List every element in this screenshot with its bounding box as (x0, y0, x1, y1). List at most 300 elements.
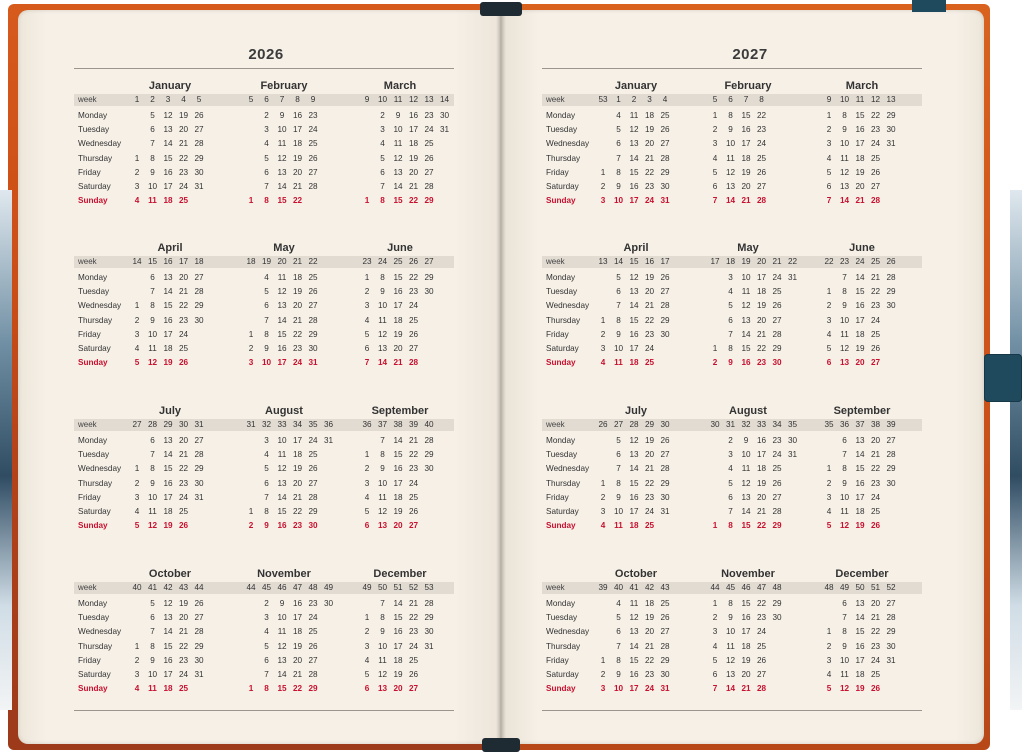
day-cell[interactable]: 5 (616, 613, 621, 623)
day-cell[interactable]: 9 (842, 641, 847, 651)
day-cell[interactable]: 5 (728, 478, 733, 488)
day-cell[interactable]: 8 (264, 684, 269, 694)
day-cell[interactable]: 3 (826, 655, 832, 665)
day-cell[interactable]: 19 (163, 521, 173, 531)
day-cell[interactable]: 12 (377, 329, 388, 339)
day-cell[interactable]: 8 (728, 111, 733, 120)
day-cell[interactable]: 23 (178, 478, 189, 488)
day-cell[interactable]: 27 (660, 450, 670, 460)
day-cell[interactable]: 27 (772, 315, 782, 325)
day-cell[interactable]: 6 (826, 358, 832, 368)
day-cell[interactable]: 23 (644, 329, 655, 339)
day-cell[interactable]: 17 (292, 436, 303, 445)
day-cell[interactable]: 21 (292, 670, 303, 679)
day-cell[interactable]: 15 (855, 111, 865, 120)
day-cell[interactable]: 11 (148, 196, 157, 206)
day-cell[interactable]: 3 (728, 273, 733, 282)
day-cell[interactable]: 15 (393, 196, 403, 206)
day-cell[interactable]: 29 (660, 478, 670, 488)
day-cell[interactable]: 17 (629, 344, 639, 353)
day-cell[interactable]: 11 (148, 344, 157, 353)
day-cell[interactable]: 13 (277, 655, 287, 665)
day-cell[interactable]: 13 (277, 301, 287, 311)
day-cell[interactable]: 6 (712, 670, 718, 679)
day-cell[interactable]: 10 (741, 450, 751, 460)
day-cell[interactable]: 28 (424, 436, 434, 445)
day-cell[interactable]: 7 (264, 182, 269, 191)
day-cell[interactable]: 22 (644, 315, 655, 325)
day-cell[interactable]: 19 (644, 436, 655, 445)
day-cell[interactable]: 27 (408, 684, 419, 694)
day-cell[interactable]: 19 (644, 273, 655, 282)
day-cell[interactable]: 19 (741, 167, 751, 177)
day-cell[interactable]: 1 (600, 478, 606, 488)
day-cell[interactable]: 26 (660, 436, 670, 445)
day-cell[interactable]: 17 (855, 315, 865, 325)
day-cell[interactable]: 8 (264, 507, 269, 516)
day-cell[interactable]: 25 (772, 287, 782, 297)
day-cell[interactable]: 7 (842, 613, 847, 623)
day-cell[interactable]: 5 (712, 167, 718, 177)
day-cell[interactable]: 19 (855, 521, 865, 531)
day-cell[interactable]: 30 (886, 301, 896, 311)
day-cell[interactable]: 20 (292, 655, 303, 665)
day-cell[interactable]: 27 (194, 273, 204, 282)
day-cell[interactable]: 20 (644, 139, 655, 149)
day-cell[interactable]: 14 (277, 315, 287, 325)
day-cell[interactable]: 19 (393, 507, 403, 516)
day-cell[interactable]: 11 (629, 599, 639, 608)
day-cell[interactable]: 11 (741, 464, 751, 474)
day-cell[interactable]: 2 (826, 641, 832, 651)
day-cell[interactable]: 30 (787, 436, 798, 445)
day-cell[interactable]: 16 (855, 478, 865, 488)
day-cell[interactable]: 13 (855, 436, 865, 445)
day-cell[interactable]: 1 (826, 627, 832, 637)
day-cell[interactable]: 27 (756, 670, 767, 679)
day-cell[interactable]: 5 (364, 329, 370, 339)
day-cell[interactable]: 30 (194, 315, 204, 325)
day-cell[interactable]: 31 (323, 436, 334, 445)
day-cell[interactable]: 24 (424, 125, 434, 135)
day-cell[interactable]: 4 (826, 153, 832, 163)
day-cell[interactable]: 1 (134, 464, 140, 474)
day-cell[interactable]: 2 (600, 329, 606, 339)
day-cell[interactable]: 19 (756, 301, 767, 311)
day-cell[interactable]: 25 (644, 358, 655, 368)
day-cell[interactable]: 29 (308, 684, 318, 694)
day-cell[interactable]: 4 (134, 684, 140, 694)
day-cell[interactable]: 3 (712, 627, 718, 637)
day-cell[interactable]: 14 (163, 287, 173, 297)
day-cell[interactable]: 27 (660, 627, 670, 637)
day-cell[interactable]: 11 (840, 507, 849, 516)
day-cell[interactable]: 17 (292, 125, 303, 135)
day-cell[interactable]: 28 (194, 450, 204, 460)
day-cell[interactable]: 25 (660, 599, 670, 608)
day-cell[interactable]: 11 (378, 655, 387, 665)
day-cell[interactable]: 18 (855, 507, 865, 516)
day-cell[interactable]: 27 (660, 287, 670, 297)
day-cell[interactable]: 22 (408, 613, 419, 623)
day-cell[interactable]: 23 (870, 478, 881, 488)
day-cell[interactable]: 30 (772, 613, 782, 623)
day-cell[interactable]: 28 (308, 492, 318, 502)
day-cell[interactable]: 27 (308, 478, 318, 488)
day-cell[interactable]: 9 (842, 478, 847, 488)
day-cell[interactable]: 29 (194, 464, 204, 474)
day-cell[interactable]: 8 (150, 301, 155, 311)
day-cell[interactable]: 7 (616, 153, 621, 163)
day-cell[interactable]: 12 (377, 507, 388, 516)
day-cell[interactable]: 4 (728, 287, 733, 297)
day-cell[interactable]: 14 (855, 273, 865, 282)
day-cell[interactable]: 28 (194, 627, 204, 637)
day-cell[interactable]: 14 (725, 684, 736, 694)
day-cell[interactable]: 1 (364, 450, 370, 460)
day-cell[interactable]: 29 (772, 521, 782, 531)
day-cell[interactable]: 17 (393, 478, 403, 488)
day-cell[interactable]: 23 (870, 641, 881, 651)
day-cell[interactable]: 16 (163, 315, 173, 325)
day-cell[interactable]: 27 (308, 301, 318, 311)
day-cell[interactable]: 10 (613, 507, 624, 516)
day-cell[interactable]: 4 (600, 358, 606, 368)
day-cell[interactable]: 29 (194, 301, 204, 311)
day-cell[interactable]: 8 (380, 613, 385, 623)
day-cell[interactable]: 4 (712, 641, 718, 651)
day-cell[interactable]: 10 (725, 139, 736, 149)
day-cell[interactable]: 14 (855, 613, 865, 623)
day-cell[interactable]: 4 (712, 153, 718, 163)
day-cell[interactable]: 2 (380, 111, 385, 120)
day-cell[interactable]: 4 (364, 492, 370, 502)
day-cell[interactable]: 23 (756, 613, 767, 623)
day-cell[interactable]: 4 (826, 670, 832, 679)
day-cell[interactable]: 26 (870, 344, 881, 353)
day-cell[interactable]: 23 (292, 521, 303, 531)
day-cell[interactable]: 2 (826, 301, 832, 311)
day-cell[interactable]: 6 (150, 125, 155, 135)
day-cell[interactable]: 24 (644, 684, 655, 694)
day-cell[interactable]: 28 (870, 196, 881, 206)
day-cell[interactable]: 12 (839, 344, 850, 353)
day-cell[interactable]: 21 (178, 139, 189, 149)
day-cell[interactable]: 29 (424, 613, 434, 623)
day-cell[interactable]: 6 (616, 287, 621, 297)
day-cell[interactable]: 2 (600, 670, 606, 679)
day-cell[interactable]: 25 (870, 329, 881, 339)
day-cell[interactable]: 3 (380, 125, 385, 135)
day-cell[interactable]: 1 (248, 196, 254, 206)
day-cell[interactable]: 23 (870, 125, 881, 135)
day-cell[interactable]: 12 (393, 153, 403, 163)
day-cell[interactable]: 31 (660, 684, 670, 694)
day-cell[interactable]: 26 (756, 167, 767, 177)
day-cell[interactable]: 25 (308, 627, 318, 637)
day-cell[interactable]: 20 (870, 436, 881, 445)
day-cell[interactable]: 30 (660, 670, 670, 679)
day-cell[interactable]: 17 (629, 684, 639, 694)
day-cell[interactable]: 22 (178, 641, 189, 651)
day-cell[interactable]: 5 (364, 670, 370, 679)
day-cell[interactable]: 3 (712, 139, 718, 149)
day-cell[interactable]: 25 (756, 153, 767, 163)
day-cell[interactable]: 31 (660, 507, 670, 516)
day-cell[interactable]: 17 (756, 273, 767, 282)
day-cell[interactable]: 13 (725, 670, 736, 679)
day-cell[interactable]: 6 (826, 182, 832, 191)
day-cell[interactable]: 9 (728, 613, 733, 623)
day-cell[interactable]: 21 (756, 329, 767, 339)
day-cell[interactable]: 20 (644, 627, 655, 637)
day-cell[interactable]: 17 (393, 301, 403, 311)
day-cell[interactable]: 13 (277, 167, 287, 177)
day-cell[interactable]: 14 (393, 599, 403, 608)
day-cell[interactable]: 16 (163, 167, 173, 177)
day-cell[interactable]: 11 (614, 521, 623, 531)
day-cell[interactable]: 26 (178, 358, 189, 368)
day-cell[interactable]: 8 (728, 344, 733, 353)
day-cell[interactable]: 18 (741, 641, 751, 651)
day-cell[interactable]: 19 (855, 167, 865, 177)
day-cell[interactable]: 10 (613, 196, 624, 206)
day-cell[interactable]: 23 (870, 301, 881, 311)
day-cell[interactable]: 11 (148, 507, 157, 516)
day-cell[interactable]: 24 (772, 450, 782, 460)
day-cell[interactable]: 9 (264, 344, 269, 353)
day-cell[interactable]: 3 (826, 492, 832, 502)
day-cell[interactable]: 30 (194, 478, 204, 488)
day-cell[interactable]: 30 (886, 478, 896, 488)
day-cell[interactable]: 29 (424, 273, 434, 282)
day-cell[interactable]: 16 (741, 358, 751, 368)
day-cell[interactable]: 1 (134, 641, 140, 651)
day-cell[interactable]: 28 (424, 182, 434, 191)
day-cell[interactable]: 8 (728, 521, 733, 531)
day-cell[interactable]: 30 (424, 627, 434, 637)
day-cell[interactable]: 12 (629, 436, 639, 445)
day-cell[interactable]: 13 (163, 613, 173, 623)
day-cell[interactable]: 30 (308, 344, 318, 353)
day-cell[interactable]: 11 (378, 492, 387, 502)
day-cell[interactable]: 22 (178, 153, 189, 163)
day-cell[interactable]: 24 (178, 182, 189, 191)
day-cell[interactable]: 21 (741, 196, 751, 206)
day-cell[interactable]: 1 (826, 464, 832, 474)
day-cell[interactable]: 9 (279, 599, 285, 608)
day-cell[interactable]: 20 (178, 613, 189, 623)
day-cell[interactable]: 2 (134, 315, 140, 325)
day-cell[interactable]: 28 (886, 613, 896, 623)
day-cell[interactable]: 2 (712, 358, 718, 368)
day-cell[interactable]: 29 (424, 196, 434, 206)
day-cell[interactable]: 13 (163, 273, 173, 282)
day-cell[interactable]: 24 (756, 627, 767, 637)
day-cell[interactable]: 13 (629, 287, 639, 297)
day-cell[interactable]: 24 (644, 344, 655, 353)
day-cell[interactable]: 1 (134, 301, 140, 311)
day-cell[interactable]: 30 (660, 329, 670, 339)
day-cell[interactable]: 29 (660, 167, 670, 177)
day-cell[interactable]: 1 (712, 111, 718, 120)
day-cell[interactable]: 15 (277, 507, 287, 516)
day-cell[interactable]: 12 (277, 287, 287, 297)
day-cell[interactable]: 2 (712, 613, 718, 623)
day-cell[interactable]: 22 (178, 301, 189, 311)
day-cell[interactable]: 20 (741, 670, 751, 679)
day-cell[interactable]: 19 (292, 287, 303, 297)
day-cell[interactable]: 9 (616, 670, 621, 679)
day-cell[interactable]: 14 (163, 450, 173, 460)
day-cell[interactable]: 30 (660, 182, 670, 191)
day-cell[interactable]: 22 (644, 167, 655, 177)
day-cell[interactable]: 20 (393, 521, 403, 531)
day-cell[interactable]: 22 (408, 196, 419, 206)
day-cell[interactable]: 28 (660, 641, 670, 651)
day-cell[interactable]: 4 (264, 139, 269, 149)
day-cell[interactable]: 7 (712, 196, 718, 206)
day-cell[interactable]: 22 (644, 655, 655, 665)
day-cell[interactable]: 12 (163, 599, 173, 608)
day-cell[interactable]: 26 (194, 111, 204, 120)
day-cell[interactable]: 10 (613, 684, 624, 694)
day-cell[interactable]: 29 (660, 315, 670, 325)
day-cell[interactable]: 5 (826, 684, 832, 694)
day-cell[interactable]: 21 (178, 627, 189, 637)
day-cell[interactable]: 19 (178, 599, 189, 608)
day-cell[interactable]: 8 (380, 450, 385, 460)
day-cell[interactable]: 11 (148, 684, 157, 694)
day-cell[interactable]: 16 (741, 613, 751, 623)
right-page-2027[interactable] (500, 10, 984, 744)
day-cell[interactable]: 20 (292, 301, 303, 311)
day-cell[interactable]: 26 (870, 167, 881, 177)
day-cell[interactable]: 11 (629, 111, 639, 120)
day-cell[interactable]: 10 (261, 358, 272, 368)
day-cell[interactable]: 15 (855, 627, 865, 637)
day-cell[interactable]: 10 (147, 492, 158, 502)
day-cell[interactable]: 24 (644, 507, 655, 516)
day-cell[interactable]: 10 (839, 492, 850, 502)
day-cell[interactable]: 14 (277, 670, 287, 679)
day-cell[interactable]: 15 (163, 464, 173, 474)
day-cell[interactable]: 12 (147, 521, 158, 531)
day-cell[interactable]: 11 (840, 329, 849, 339)
day-cell[interactable]: 8 (616, 478, 621, 488)
day-cell[interactable]: 29 (194, 641, 204, 651)
day-cell[interactable]: 20 (741, 182, 751, 191)
day-cell[interactable]: 9 (395, 111, 401, 120)
day-cell[interactable]: 17 (163, 670, 173, 679)
day-cell[interactable]: 22 (292, 329, 303, 339)
day-cell[interactable]: 31 (886, 139, 896, 149)
day-cell[interactable]: 24 (292, 358, 303, 368)
day-cell[interactable]: 3 (600, 196, 606, 206)
day-cell[interactable]: 12 (277, 464, 287, 474)
day-cell[interactable]: 31 (439, 125, 450, 135)
day-cell[interactable]: 19 (644, 613, 655, 623)
day-cell[interactable]: 3 (826, 139, 832, 149)
day-cell[interactable]: 7 (264, 670, 269, 679)
day-cell[interactable]: 19 (855, 684, 865, 694)
day-cell[interactable]: 6 (264, 655, 269, 665)
day-cell[interactable]: 16 (629, 670, 639, 679)
day-cell[interactable]: 7 (264, 492, 269, 502)
day-cell[interactable]: 7 (728, 507, 733, 516)
day-cell[interactable]: 26 (660, 273, 670, 282)
day-cell[interactable]: 9 (842, 125, 847, 135)
day-cell[interactable]: 12 (839, 167, 850, 177)
day-cell[interactable]: 18 (393, 655, 403, 665)
day-cell[interactable]: 24 (308, 125, 318, 135)
day-cell[interactable]: 2 (264, 599, 269, 608)
day-cell[interactable]: 6 (150, 436, 155, 445)
day-cell[interactable]: 12 (839, 684, 850, 694)
day-cell[interactable]: 11 (277, 450, 287, 460)
day-cell[interactable]: 26 (308, 153, 318, 163)
day-cell[interactable]: 4 (364, 655, 370, 665)
day-cell[interactable]: 8 (380, 196, 385, 206)
day-cell[interactable]: 23 (408, 464, 419, 474)
day-cell[interactable]: 15 (393, 450, 403, 460)
day-cell[interactable]: 16 (393, 464, 403, 474)
day-cell[interactable]: 26 (308, 287, 318, 297)
day-cell[interactable]: 25 (408, 315, 419, 325)
day-cell[interactable]: 2 (134, 478, 140, 488)
day-cell[interactable]: 13 (839, 358, 850, 368)
day-cell[interactable]: 22 (756, 521, 767, 531)
day-cell[interactable]: 3 (134, 329, 140, 339)
day-cell[interactable]: 17 (741, 627, 751, 637)
day-cell[interactable]: 1 (600, 315, 606, 325)
day-cell[interactable]: 22 (756, 111, 767, 120)
day-cell[interactable]: 15 (741, 599, 751, 608)
day-cell[interactable]: 9 (728, 125, 733, 135)
day-cell[interactable]: 5 (616, 436, 621, 445)
day-cell[interactable]: 31 (660, 196, 670, 206)
day-cell[interactable]: 5 (264, 464, 269, 474)
day-cell[interactable]: 5 (264, 153, 269, 163)
day-cell[interactable]: 28 (308, 315, 318, 325)
day-cell[interactable]: 28 (194, 139, 204, 149)
day-cell[interactable]: 6 (364, 684, 370, 694)
day-cell[interactable]: 21 (756, 507, 767, 516)
day-cell[interactable]: 8 (616, 655, 621, 665)
day-cell[interactable]: 28 (408, 358, 419, 368)
day-cell[interactable]: 18 (163, 196, 173, 206)
day-cell[interactable]: 20 (178, 125, 189, 135)
day-cell[interactable]: 7 (728, 329, 733, 339)
day-cell[interactable]: 16 (393, 287, 403, 297)
day-cell[interactable]: 4 (728, 464, 733, 474)
day-cell[interactable]: 19 (178, 111, 189, 120)
day-cell[interactable]: 17 (163, 329, 173, 339)
day-cell[interactable]: 25 (408, 655, 419, 665)
day-cell[interactable]: 24 (178, 329, 189, 339)
day-cell[interactable]: 16 (629, 329, 639, 339)
day-cell[interactable]: 7 (264, 315, 269, 325)
day-cell[interactable]: 28 (424, 599, 434, 608)
day-cell[interactable]: 28 (194, 287, 204, 297)
day-cell[interactable]: 13 (629, 139, 639, 149)
day-cell[interactable]: 24 (756, 139, 767, 149)
day-cell[interactable]: 3 (248, 358, 254, 368)
day-cell[interactable]: 7 (150, 287, 155, 297)
day-cell[interactable]: 18 (163, 344, 173, 353)
day-cell[interactable]: 7 (380, 436, 385, 445)
day-cell[interactable]: 30 (772, 358, 782, 368)
